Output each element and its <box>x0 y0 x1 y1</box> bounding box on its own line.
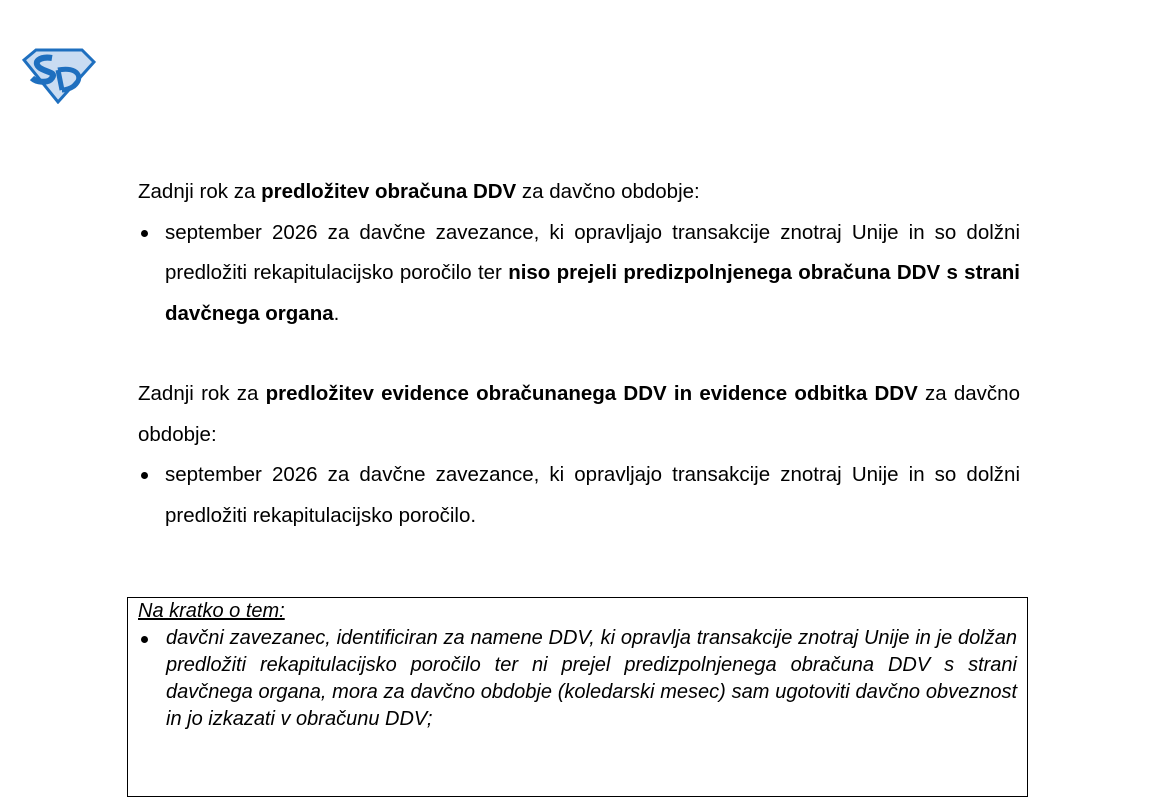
summary-title: Na kratko o tem: <box>138 600 285 622</box>
deadline-intro-2: Zadnji rok za predložitev evidence obračunanega DDV in evidence odbitka DDV za davčno obdobje: <box>138 382 1020 446</box>
deadline-intro-1: Zadnji rok za predložitev obračuna DDV za davčno obdobje: <box>138 180 700 203</box>
summary-item: davčni zavezanec, identificiran za namene DDV, ki opravlja transakcije znotraj Unije in je dolžan predložiti rekapitulacijsko poročilo ter ni prejel predizpolnjenega obračuna DDV s strani davčnega organa, mora za davčno obdobje (koledarski mesec) sam ugotoviti davčno obveznost in jo izkazati v obračunu DDV; <box>138 625 1017 733</box>
list-item: september 2026 za davčne zavezance, ki opravljajo transakcije znotraj Unije in so dolžni predložiti rekapitulacijsko poročilo ter niso prejeli predizpolnjenega obračuna DDV s strani davčnega organa. <box>138 213 1020 335</box>
summary-box <box>127 597 1028 797</box>
deadline-list-2 <box>138 455 1020 536</box>
document-body <box>138 172 1020 536</box>
deadline-list-1 <box>138 213 1020 335</box>
company-logo <box>22 48 96 104</box>
list-item: september 2026 za davčne zavezance, ki opravljajo transakcije znotraj Unije in so dolžni predložiti rekapitulacijsko poročilo. <box>138 455 1020 536</box>
